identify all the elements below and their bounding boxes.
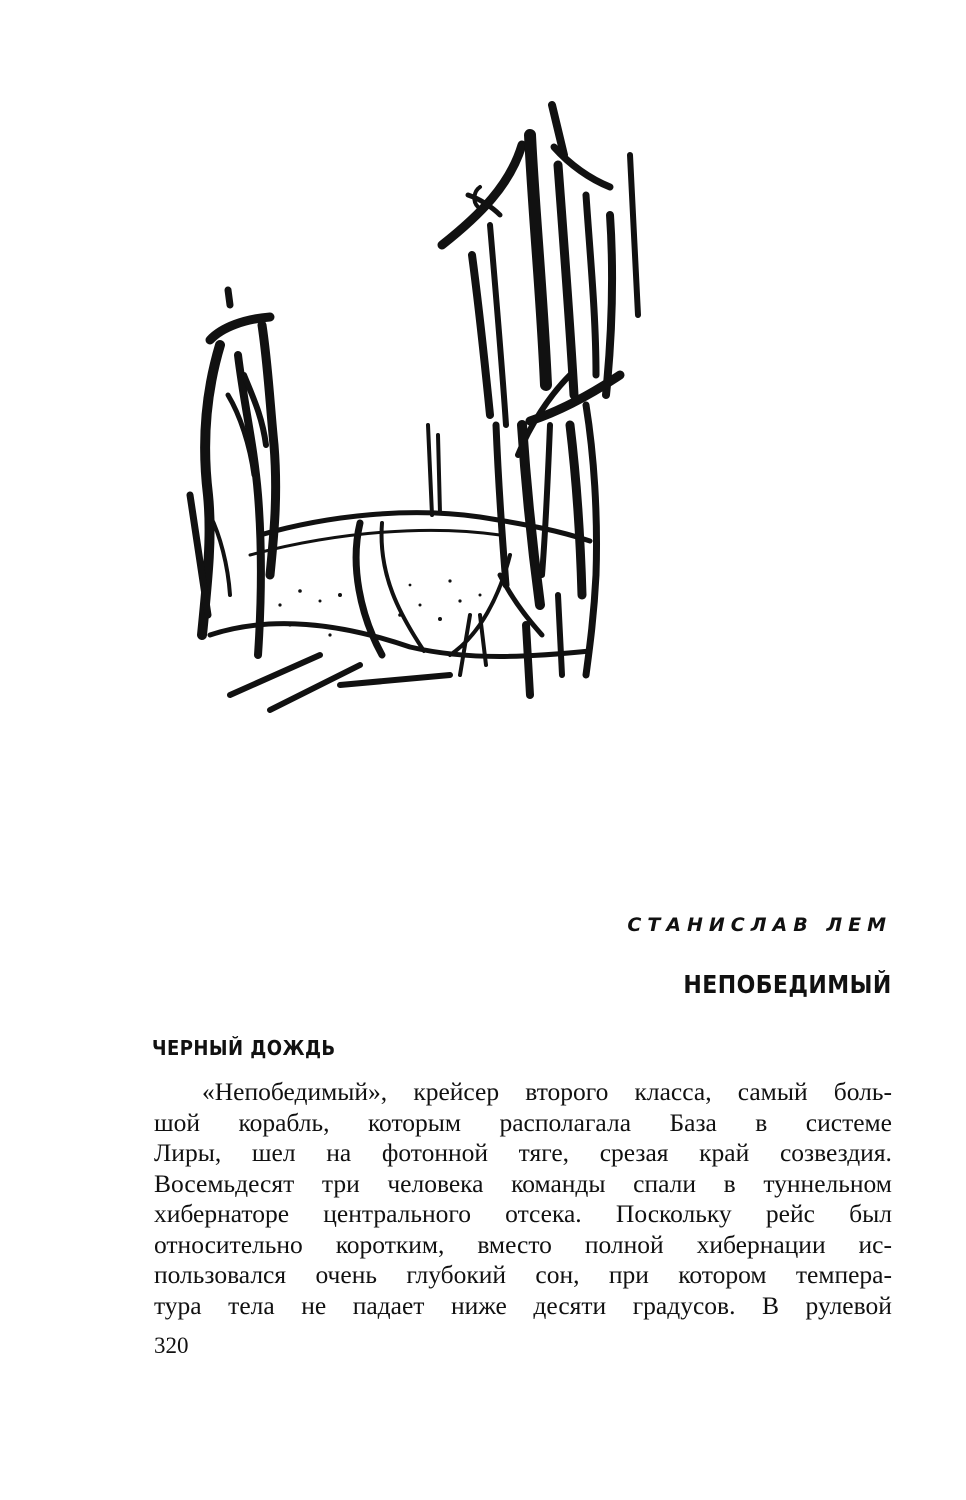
word: рулевой: [805, 1290, 892, 1320]
word: котором: [678, 1260, 767, 1289]
word: системе: [805, 1107, 892, 1137]
word: ис-: [858, 1229, 892, 1259]
word: в: [723, 1168, 736, 1198]
word: три: [321, 1168, 360, 1198]
word: крейсер: [413, 1077, 500, 1106]
word: второго: [525, 1077, 609, 1106]
word: боль-: [833, 1077, 892, 1106]
body-paragraph: [154, 1077, 892, 1321]
word: срезая: [599, 1138, 669, 1167]
word: отсека.: [505, 1199, 582, 1228]
word: спали: [633, 1168, 697, 1198]
word: глубокий: [406, 1260, 507, 1289]
word: класса,: [634, 1077, 712, 1106]
word: команды: [511, 1168, 606, 1198]
word: хибернации: [696, 1229, 826, 1259]
word: которым: [367, 1107, 462, 1137]
word: градусов.: [632, 1290, 736, 1320]
word: вместо: [477, 1229, 552, 1259]
word: созвездия.: [779, 1138, 892, 1167]
text-line: [154, 1230, 892, 1261]
word: был: [849, 1199, 892, 1228]
word: Лиры,: [154, 1138, 222, 1167]
word: на: [326, 1138, 352, 1167]
text-line: [154, 1108, 892, 1139]
word: в: [755, 1107, 768, 1137]
word: тяге,: [518, 1138, 570, 1167]
word: край: [699, 1138, 750, 1167]
chapter-illustration: [150, 95, 710, 735]
word: корабль,: [238, 1107, 330, 1137]
word: полной: [584, 1229, 664, 1259]
word: центрального: [323, 1199, 471, 1228]
word: сон,: [535, 1260, 580, 1289]
word: Восемьдесят: [154, 1168, 295, 1198]
ink-drawing-icon: [150, 95, 710, 735]
text-line: [154, 1260, 892, 1291]
word: тура: [154, 1290, 202, 1320]
text-line: [154, 1169, 892, 1200]
text-line: [154, 1077, 892, 1108]
word: коротким,: [335, 1229, 445, 1259]
word: десяти: [533, 1290, 607, 1320]
page-number: 320: [154, 1333, 189, 1358]
word: «Непобедимый»,: [202, 1077, 388, 1106]
word: пользовался: [154, 1260, 287, 1289]
text-line: [154, 1291, 892, 1322]
word: располагала: [499, 1107, 632, 1137]
word: База: [669, 1107, 717, 1137]
word: самый: [737, 1077, 808, 1106]
word: Поскольку: [615, 1199, 732, 1228]
word: относительно: [154, 1229, 303, 1259]
word: ниже: [450, 1290, 507, 1320]
word: рейс: [765, 1199, 815, 1228]
word: при: [608, 1260, 649, 1289]
author-name: СТАНИСЛАВ ЛЕМ: [627, 914, 892, 936]
word: не: [301, 1290, 327, 1320]
chapter-heading: ЧЕРНЫЙ ДОЖДЬ: [152, 1036, 336, 1060]
word: тела: [228, 1290, 275, 1320]
word: шой: [154, 1107, 201, 1137]
word: туннельном: [763, 1168, 892, 1198]
word: очень: [315, 1260, 377, 1289]
word: фотонной: [381, 1138, 489, 1167]
word: шел: [251, 1138, 296, 1167]
text-line: [154, 1138, 892, 1169]
word: темпера-: [795, 1260, 892, 1289]
word: хибернаторе: [154, 1199, 290, 1228]
word: человека: [387, 1168, 484, 1198]
word: падает: [352, 1290, 425, 1320]
story-title: НЕПОБЕДИМЫЙ: [683, 970, 892, 999]
text-line: [154, 1199, 892, 1230]
word: В: [761, 1290, 779, 1320]
